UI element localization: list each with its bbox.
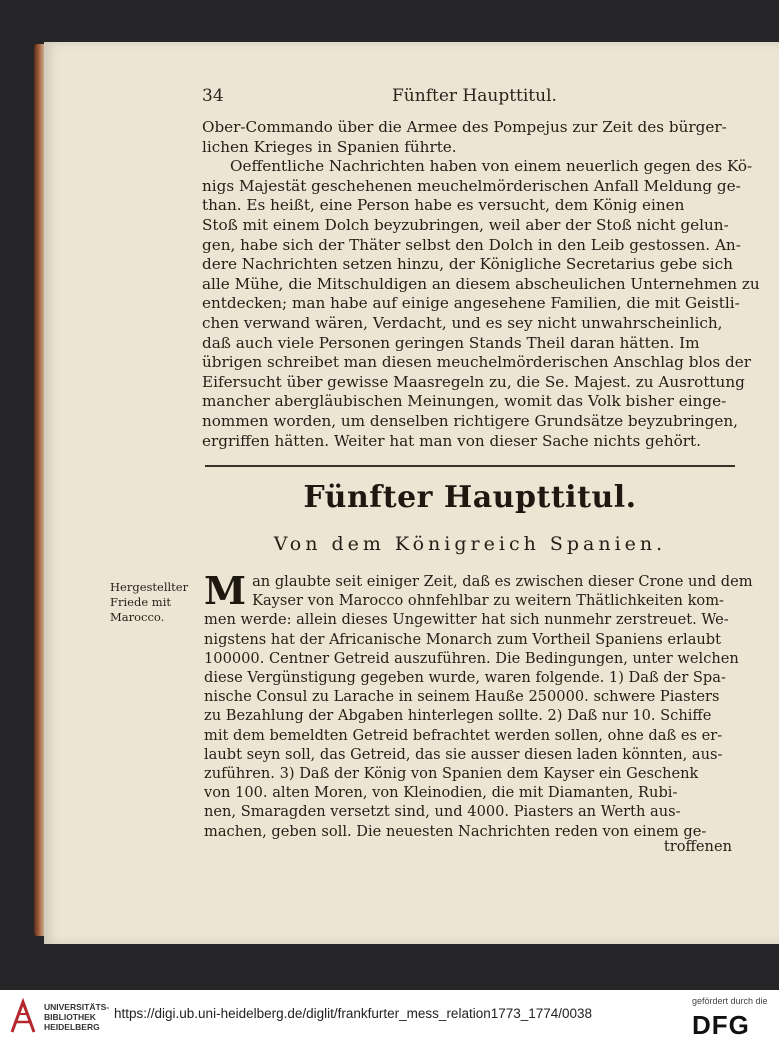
text-line: alle Mühe, die Mitschuldigen an diesem abscheulichen Unternehmen zu: [202, 274, 760, 293]
university-logo-icon: [8, 998, 38, 1034]
text-line: gen, habe sich der Thäter selbst den Dolch in den Leib gestossen. An-: [202, 235, 741, 254]
text-line: Ober-Commando über die Armee des Pompejus zur Zeit des bürger-: [202, 118, 727, 136]
chapter-subtitle: Von dem Königreich Spanien.: [273, 533, 667, 555]
margin-note-line: Friede mit: [110, 595, 171, 609]
institution-line: BIBLIOTHEK: [44, 1012, 96, 1022]
text-line: zuführen. 3) Daß der König von Spanien dem Kayser ein Geschenk: [204, 765, 699, 783]
catchword: troffenen: [663, 838, 732, 855]
text-line: lichen Krieges in Spanien führte.: [202, 137, 457, 156]
text-line: men werde: allein dieses Ungewitter hat sich nunmehr zerstreuet. We-: [204, 611, 729, 629]
text-line: nische Consul zu Larache in seinem Hauße 250000. schwere Piasters: [204, 688, 720, 706]
running-title: Fünfter Haupttitul.: [392, 86, 557, 106]
text-line: nigstens hat der Africanische Monarch zum Vortheil Spaniens erlaubt: [204, 630, 722, 648]
text-line: nigs Majestät geschehenen meuchelmörderischen Anfall Meldung ge-: [202, 176, 741, 195]
viewer-footer: [0, 990, 779, 1046]
text-line: nen, Smaragden versetzt sind, und 4000. Piasters an Werth aus-: [204, 803, 681, 821]
text-line: chen verwand wären, Verdacht, und es sey nicht unwahrscheinlich,: [202, 313, 723, 332]
text-line: diese Vergünstigung gegeben wurde, waren folgende. 1) Daß der Spa-: [204, 669, 726, 687]
margin-note-line: Marocco.: [110, 610, 165, 624]
chapter-title: Fünfter Haupttitul.: [303, 480, 637, 515]
permalink-url[interactable]: https://digi.ub.uni-heidelberg.de/diglit/frankfurter_mess_relation1773_1774/0038: [114, 1006, 593, 1021]
page-number: 34: [202, 86, 224, 106]
funded-by-label: gefördert durch die: [692, 996, 768, 1006]
text-line: übrigen schreibet man diesen meuchelmörderischen Anschlag blos der: [202, 353, 752, 372]
text-line: daß auch viele Personen geringen Stands Theil daran hätten. Im: [202, 333, 700, 352]
dfg-logo: DFG: [692, 1010, 750, 1040]
text-line: 100000. Centner Getreid auszuführen. Die Bedingungen, unter welchen: [204, 649, 739, 667]
text-line: an glaubte seit einiger Zeit, daß es zwischen dieser Crone und dem: [252, 573, 753, 590]
page-header: [202, 86, 732, 110]
section-divider: [205, 465, 735, 467]
institution-name: [44, 1002, 109, 1032]
margin-note-line: Hergestellter: [110, 580, 189, 594]
text-line: Stoß mit einem Dolch beyzubringen, weil aber der Stoß nicht gelun-: [202, 215, 729, 234]
text-line: Eifersucht über gewisse Maasregeln zu, die Se. Majest. zu Ausrottung: [202, 372, 745, 391]
text-line: ergriffen hätten. Weiter hat man von dieser Sache nichts gehört.: [202, 431, 701, 450]
institution-line: HEIDELBERG: [44, 1022, 100, 1032]
text-line: nommen worden, um denselben richtigere Grundsätze beyzubringen,: [202, 411, 738, 430]
text-line: entdecken; man habe auf einige angesehene Familien, die mit Geistli-: [202, 294, 740, 313]
text-line: mancher abergläubischen Meinungen, womit das Volk bisher einge-: [202, 392, 727, 411]
text-line: zu Bezahlung der Abgaben hinterlegen sollte. 2) Daß nur 10. Schiffe: [204, 707, 712, 725]
text-line: laubt seyn soll, das Getreid, das sie ausser diesen laden könnten, aus-: [204, 745, 723, 763]
text-line: von 100. alten Moren, von Kleinodien, die mit Diamanten, Rubi-: [204, 784, 678, 802]
text-line: than. Es heißt, eine Person habe es versucht, dem König einen: [202, 196, 685, 215]
upper-text-block: [202, 118, 760, 451]
text-line: Kayser von Marocco ohnfehlbar zu weitern Thätlichkeiten kom-: [252, 592, 724, 610]
text-line: machen, geben soll. Die neuesten Nachrichten reden von einem ge-: [204, 822, 707, 840]
text-line: Oeffentliche Nachrichten haben von einem neuerlich gegen des Kö-: [230, 157, 753, 176]
margin-note: [110, 580, 202, 625]
drop-cap: M: [204, 568, 247, 613]
lower-text-block: [204, 568, 753, 841]
institution-line: UNIVERSITÄTS-: [44, 1002, 110, 1012]
text-line: dere Nachrichten setzen hinzu, der Königliche Secretarius gebe sich: [202, 255, 733, 274]
text-line: mit dem bemeldten Getreid befrachtet werden sollen, ohne daß es er-: [204, 726, 723, 744]
